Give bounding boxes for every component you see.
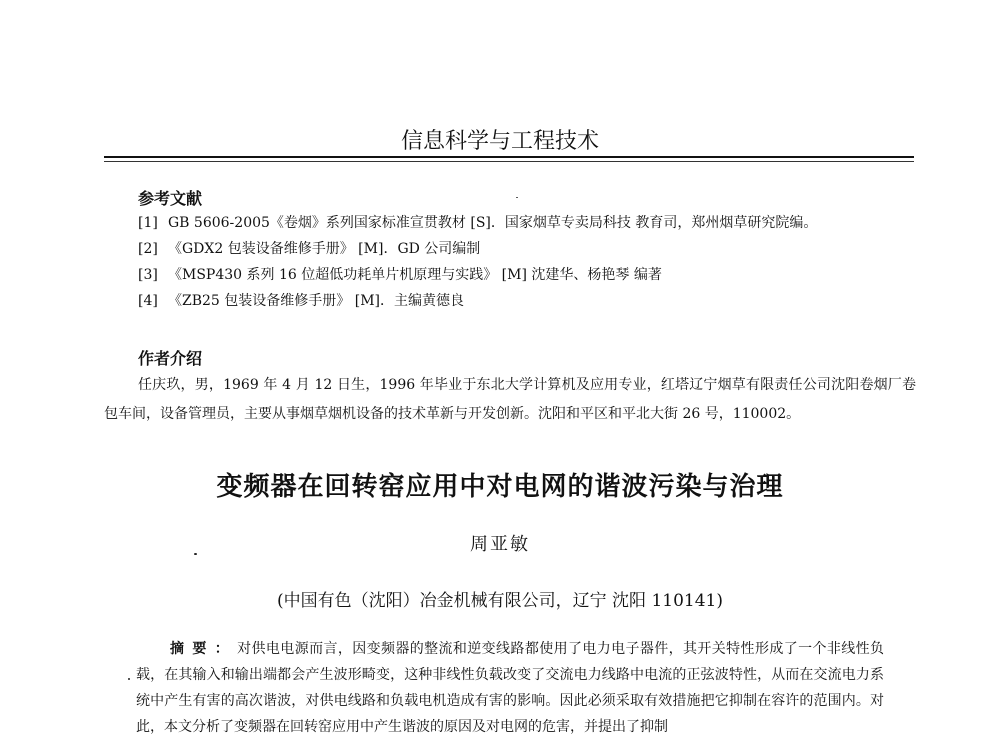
journal-section-header: 信息科学与工程技术 (400, 129, 599, 154)
article-title: 变频器在回转窑应用中对电网的谐波污染与治理 (216, 472, 784, 502)
abstract-text: 对供电电源而言，因变频器的整流和逆变线路都使用了电力电子器件，其开关特性形成了一个非线性负载，在其输入和输出端都会产生波形畸变，这种非线性负载改变了交流电力线路中电流的正弦波特性，从而在交流电力系统中产生有害的高次谐波，对供电线路和负载电机造成有害的影响。因此必须采取有效措施把它抑制在容许的范围内。对此，本文分析了变频器在回转窑应用中产生谐波的原因及对电网的危害，并提出了抑制 (136, 641, 885, 735)
reference-number: [1] (138, 215, 158, 231)
author-bio-paragraph: 任庆玖，男，1969 年 4 月 12 日生，1996 年毕业于东北大学计算机及应用专业，红塔辽宁烟草有限责任公司沈阳卷烟厂卷包车间，设备管理员，主要从事烟草烟机设备的技术革新与开发创新。沈阳和平区和平北大街 26 号，110002。 (104, 377, 916, 422)
reference-item (138, 262, 918, 288)
reference-text: 《MSP430 系列 16 位超低功耗单片机原理与实践》 [M] 沈建华、杨艳琴 编著 (168, 267, 662, 283)
header-rule-thin (104, 161, 914, 162)
author-affiliation: (中国有色（沈阳）冶金机械有限公司，辽宁 沈阳 110141) (277, 591, 723, 611)
reference-text: GB 5606-2005《卷烟》系列国家标准宣贯教材 [S]．国家烟草专卖局科技 教育司，郑州烟草研究院编。 (168, 215, 818, 231)
reference-text: 《ZB25 包装设备维修手册》 [M]．主编黄德良 (168, 293, 464, 309)
reference-item (138, 210, 918, 236)
abstract-label: 摘要： (170, 641, 238, 657)
scan-speck (194, 553, 197, 555)
header-rule-thick (104, 156, 914, 158)
reference-number: [2] (138, 241, 158, 257)
abstract-paragraph (136, 636, 884, 740)
article-author: 周亚敏 (470, 534, 530, 555)
reference-item (138, 288, 918, 314)
reference-list (138, 210, 918, 314)
reference-number: [3] (138, 267, 158, 283)
references-heading: 参考文献 (138, 189, 203, 208)
reference-text: 《GDX2 包装设备维修手册》 [M]．GD 公司编制 (168, 241, 481, 257)
scan-speck (516, 197, 518, 198)
reference-number: [4] (138, 293, 158, 309)
scan-speck (128, 678, 130, 680)
reference-item (138, 236, 918, 262)
author-intro-heading: 作者介绍 (138, 349, 203, 368)
